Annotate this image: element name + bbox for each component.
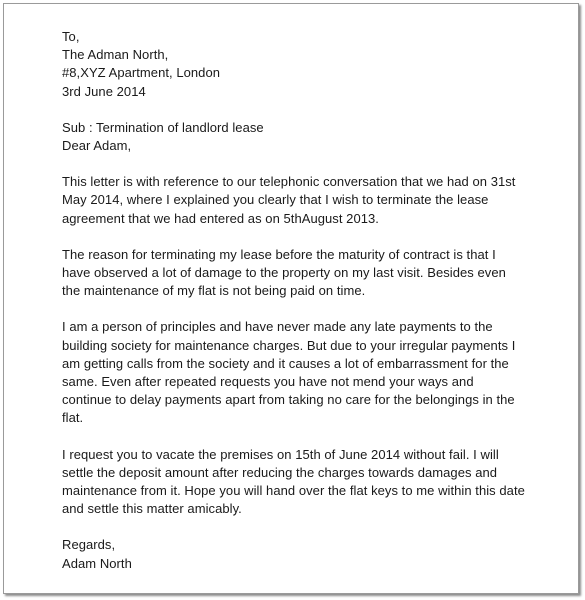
letter-date: 3rd June 2014 (62, 83, 146, 99)
letter-body (62, 28, 542, 573)
paragraph-line: have observed a lot of damage to the property on my last visit. Besides even (62, 265, 506, 281)
paragraph-line: continue to delay payments apart from taking no care for the belongings in the (62, 392, 515, 408)
paragraph-1 (62, 173, 542, 228)
paragraph-line: and settle this matter amicably. (62, 501, 242, 517)
recipient-address (62, 28, 542, 101)
letter-page (3, 3, 579, 594)
recipient-street: #8,XYZ Apartment, London (62, 65, 221, 81)
paragraph-2 (62, 246, 542, 301)
paragraph-line: building society for maintenance charges. But due to your irregular payments I (62, 337, 516, 353)
paragraph-line: settle the deposit amount after reducing the charges towards damages and (62, 464, 498, 480)
paragraph-line: This letter is with reference to our telephonic conversation that we had on 31st (62, 174, 516, 190)
paragraph-4 (62, 446, 542, 519)
address-to: To, (62, 29, 80, 44)
paragraph-line: same. Even after repeated requests you have not mend your ways and (62, 374, 474, 390)
paragraph-line: I request you to vacate the premises on 15th of June 2014 without fail. I will (62, 446, 499, 462)
letter-signature: Adam North (62, 555, 132, 571)
paragraph-line: flat. (62, 410, 84, 426)
paragraph-line: May 2014, where I explained you clearly that I wish to terminate the lease (62, 192, 489, 208)
paragraph-line: I am a person of principles and have never made any late payments to the (62, 319, 493, 335)
recipient-name: The Adman North, (62, 47, 169, 63)
letter-greeting: Dear Adam, (62, 138, 132, 154)
paragraph-line: The reason for terminating my lease before the maturity of contract is that I (62, 246, 496, 262)
letter-closing: Regards, (62, 537, 116, 553)
paragraph-line: the maintenance of my flat is not being paid on time. (62, 283, 366, 299)
paragraph-line: agreement that we had entered as on 5thAugust 2013. (62, 210, 379, 226)
paragraph-line: maintenance from it. Hope you will hand over the flat keys to me within this date (62, 483, 525, 499)
paragraph-3 (62, 318, 542, 427)
letter-subject: Sub : Termination of landlord lease (62, 119, 264, 135)
paragraph-line: am getting calls from the society and it causes a lot of embarrassment for the (62, 355, 509, 371)
